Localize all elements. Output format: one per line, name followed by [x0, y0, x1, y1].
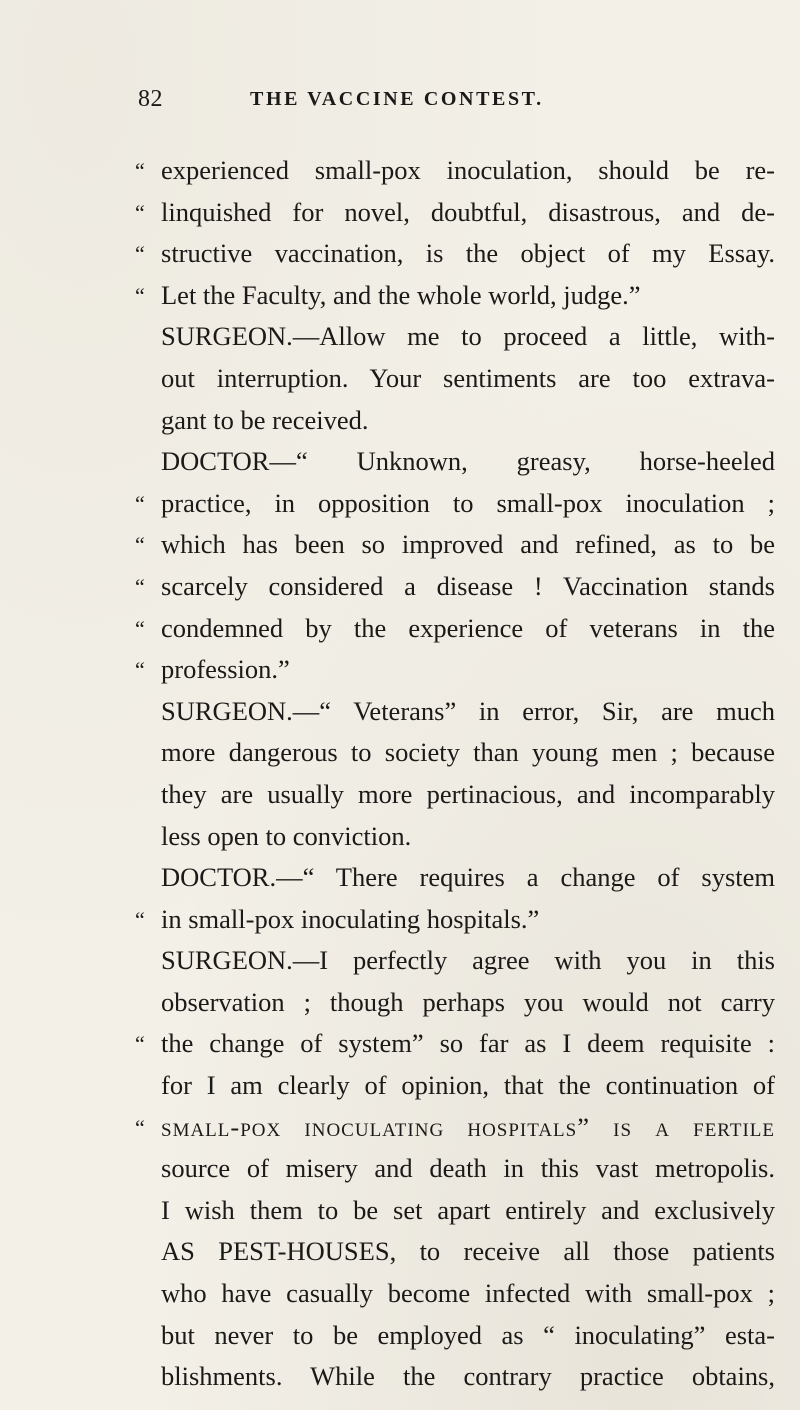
text-line — [135, 732, 775, 774]
text-line — [135, 1231, 775, 1273]
line-text: but never to be employed as “ inoculating” esta- — [161, 1319, 775, 1350]
text-line — [135, 275, 775, 317]
text-line — [135, 400, 775, 442]
line-text: for I am clearly of opinion, that the continuation of — [161, 1070, 775, 1101]
text-line — [135, 899, 775, 941]
text-line — [135, 691, 775, 733]
text-line — [135, 774, 775, 816]
text-line — [135, 233, 775, 275]
line-text: SURGEON.—“ Veterans” in error, Sir, are much — [161, 695, 775, 726]
quote-mark: “ — [135, 199, 145, 225]
quote-mark: “ — [135, 906, 145, 932]
line-text: in small-pox inoculating hospitals.” — [161, 903, 540, 934]
quote-mark: “ — [135, 1031, 145, 1057]
quote-mark: “ — [135, 1114, 145, 1140]
line-text: Let the Faculty, and the whole world, judge.” — [161, 279, 641, 310]
text-line — [135, 1107, 775, 1149]
body-text — [135, 150, 775, 1398]
line-text: I wish them to be set apart entirely and exclusively — [161, 1194, 775, 1225]
line-text: blishments. While the contrary practice obtains, — [161, 1361, 775, 1392]
line-text: SURGEON.—I perfectly agree with you in this — [161, 945, 775, 976]
quote-mark: “ — [135, 532, 145, 558]
quote-mark: “ — [135, 615, 145, 641]
quote-mark: “ — [135, 241, 145, 267]
quote-mark: “ — [135, 573, 145, 599]
text-line — [135, 441, 775, 483]
line-text: observation ; though perhaps you would not carry — [161, 986, 775, 1017]
text-line — [135, 857, 775, 899]
text-line — [135, 1273, 775, 1315]
text-line — [135, 192, 775, 234]
quote-mark: “ — [135, 158, 145, 183]
text-line — [135, 1065, 775, 1107]
text-line — [135, 358, 775, 400]
running-head: THE VACCINE CONTEST. — [250, 88, 544, 110]
line-text: the change of system” so far as I deem requisite : — [161, 1028, 775, 1059]
line-text: SURGEON.—Allow me to proceed a little, with- — [161, 321, 775, 352]
line-text: out interruption. Your sentiments are too extrava- — [161, 362, 775, 393]
quote-mark: “ — [135, 657, 145, 683]
text-line — [135, 1148, 775, 1190]
text-line — [135, 940, 775, 982]
text-line — [135, 524, 775, 566]
line-text: linquished for novel, doubtful, disastrous, and de- — [161, 196, 775, 227]
text-line — [135, 1023, 775, 1065]
text-line — [135, 1356, 775, 1398]
line-text: source of misery and death in this vast metropolis. — [161, 1153, 775, 1184]
text-line — [135, 982, 775, 1024]
line-text: small-pox inoculating hospitals” is a fertile — [161, 1111, 775, 1142]
line-text: scarcely considered a disease ! Vaccination stands — [161, 570, 775, 601]
text-line — [135, 150, 775, 192]
quote-mark: “ — [135, 282, 145, 308]
page-header — [0, 86, 800, 126]
line-text: less open to conviction. — [161, 820, 412, 851]
line-text: structive vaccination, is the object of my Essay. — [161, 238, 775, 269]
line-text: condemned by the experience of veterans in the — [161, 612, 775, 643]
line-text: more dangerous to society than young men ; because — [161, 737, 775, 768]
line-text: gant to be received. — [161, 404, 369, 435]
text-line — [135, 816, 775, 858]
line-text: profession.” — [161, 654, 290, 685]
text-line — [135, 649, 775, 691]
line-text: who have casually become infected with small-pox ; — [161, 1278, 775, 1309]
text-line — [135, 1190, 775, 1232]
line-text: DOCTOR—“ Unknown, greasy, horse-heeled — [161, 446, 775, 477]
line-text: DOCTOR.—“ There requires a change of system — [161, 862, 775, 893]
text-line — [135, 316, 775, 358]
text-line — [135, 1315, 775, 1357]
line-text: AS PEST-HOUSES, to receive all those patients — [161, 1236, 775, 1267]
line-text: they are usually more pertinacious, and incomparably — [161, 778, 775, 809]
page-number: 82 — [138, 86, 163, 112]
text-line — [135, 483, 775, 525]
line-text: experienced small-pox inoculation, should be re- — [161, 155, 775, 185]
text-line — [135, 608, 775, 650]
text-line — [135, 566, 775, 608]
line-text: which has been so improved and refined, as to be — [161, 529, 775, 560]
quote-mark: “ — [135, 490, 145, 516]
line-text: practice, in opposition to small-pox inoculation ; — [161, 487, 775, 518]
